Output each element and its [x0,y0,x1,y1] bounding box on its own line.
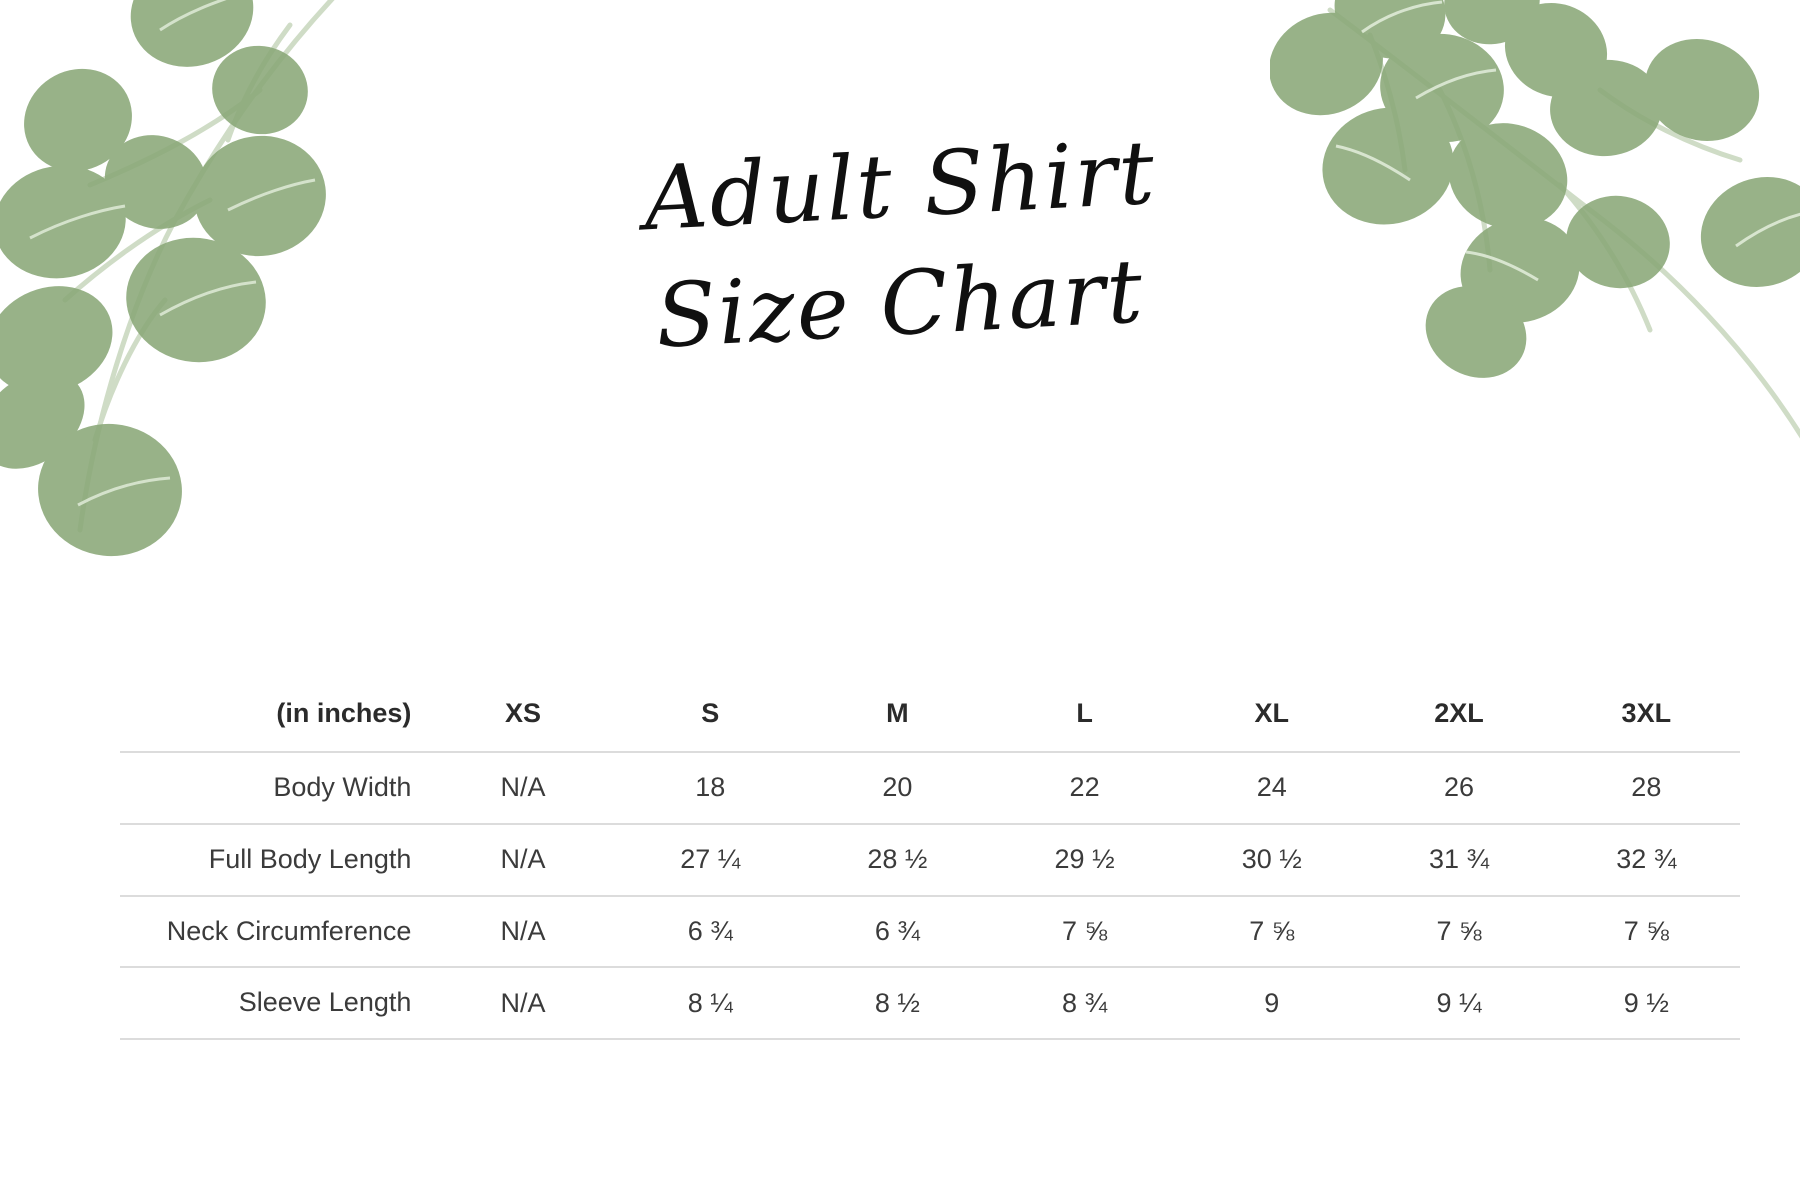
row-label-sleeve-length: Sleeve Length [238,987,412,1018]
cell-body-width-2xl: 26 [1443,772,1475,803]
cell-sleeve-length-2xl: 9 ¼ [1436,987,1482,1018]
cell-body-width-xl: 24 [1256,772,1287,803]
cell-full-body-length-xs: N/A [500,844,546,875]
table-row [120,896,1740,968]
row-label-full-body-length: Full Body Length [208,843,412,874]
cell-full-body-length-l: 29 ½ [1054,844,1115,875]
cell-full-body-length-s: 27 ¼ [680,844,741,875]
cell-body-width-3xl: 28 [1631,772,1662,803]
cell-full-body-length-3xl: 32 ¾ [1616,844,1677,875]
cell-full-body-length-xl: 30 ½ [1241,844,1302,875]
table-header [120,680,1740,752]
column-header-units: (in inches) [276,698,412,728]
cell-neck-circumference-2xl: 7 ⅝ [1436,915,1482,946]
cell-body-width-l: 22 [1069,772,1100,803]
column-header-m: M [886,698,909,728]
cell-neck-circumference-l: 7 ⅝ [1062,915,1108,946]
table-row [120,752,1740,824]
table-body [120,752,1740,1039]
cell-sleeve-length-xs: N/A [500,987,546,1018]
cell-body-width-m: 20 [882,772,913,803]
table-row [120,824,1740,896]
column-header-xs: XS [504,698,542,728]
cell-sleeve-length-m: 8 ½ [874,987,920,1018]
cell-neck-circumference-3xl: 7 ⅝ [1623,915,1669,946]
cell-sleeve-length-3xl: 9 ½ [1623,987,1669,1018]
cell-full-body-length-m: 28 ½ [867,844,928,875]
cell-neck-circumference-s: 6 ¾ [687,915,733,946]
column-header-xl: XL [1254,698,1290,728]
size-chart-table-wrap [120,680,1740,1040]
cell-neck-circumference-xs: N/A [500,915,546,946]
cell-neck-circumference-xl: 7 ⅝ [1249,915,1295,946]
cell-body-width-xs: N/A [500,772,546,803]
title-line-1: Adult Shirt [641,120,1159,251]
column-header-s: S [701,698,720,728]
column-header-3xl: 3XL [1621,698,1672,728]
table-row [120,967,1740,1039]
cell-sleeve-length-s: 8 ¼ [687,987,733,1018]
page-title [0,120,1800,369]
row-label-body-width: Body Width [273,772,412,802]
size-chart-table [120,680,1740,1040]
cell-sleeve-length-xl: 9 [1264,987,1280,1018]
title-line-2: Size Chart [653,239,1147,369]
cell-neck-circumference-m: 6 ¾ [874,915,920,946]
table-header-row [120,680,1740,752]
cell-body-width-s: 18 [695,772,726,803]
row-label-neck-circumference: Neck Circumference [166,915,412,946]
column-header-l: L [1076,698,1093,728]
column-header-2xl: 2XL [1434,698,1484,728]
cell-full-body-length-2xl: 31 ¾ [1428,844,1490,875]
cell-sleeve-length-l: 8 ¾ [1062,987,1108,1018]
